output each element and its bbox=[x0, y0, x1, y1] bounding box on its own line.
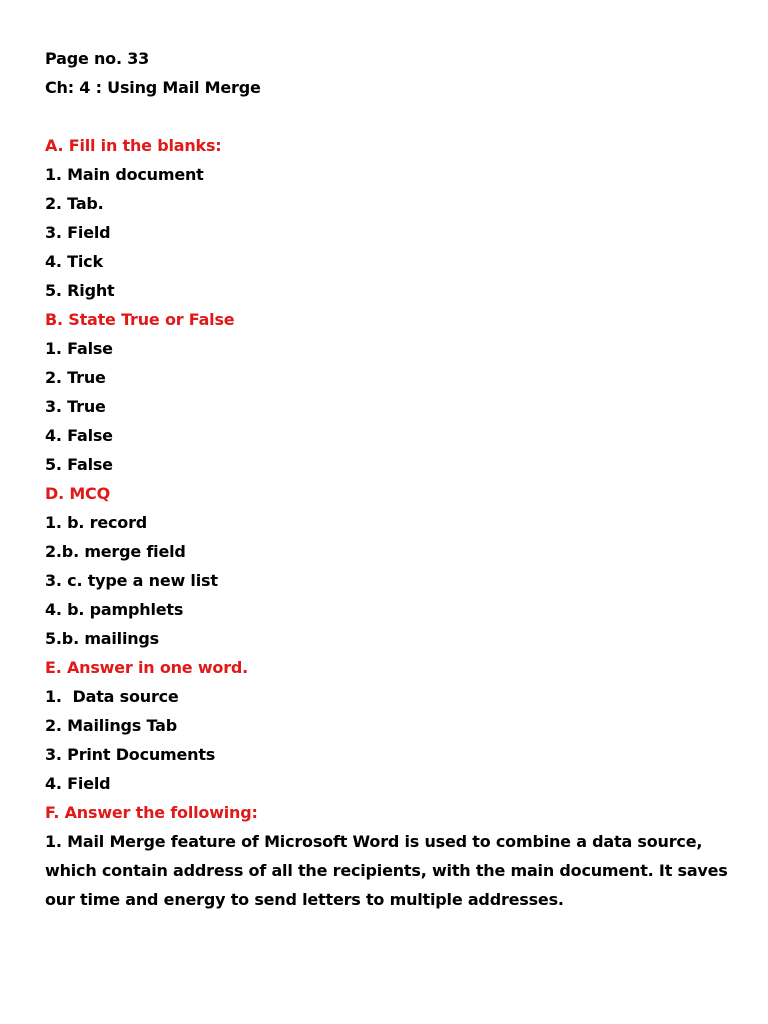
answer-line: 2. True bbox=[45, 368, 106, 387]
answer-line: 1. b. record bbox=[45, 513, 148, 532]
answer-line: 2.b. merge field bbox=[45, 542, 186, 561]
answer-line: 2. Mailings Tab bbox=[45, 716, 177, 735]
answer-line: 1. False bbox=[45, 339, 113, 358]
blank-line bbox=[45, 102, 735, 131]
section-heading-answer-following: F. Answer the following: bbox=[45, 803, 258, 822]
answer-line: 1. Main document bbox=[45, 165, 204, 184]
answer-line: 3. Field bbox=[45, 223, 111, 242]
answer-line: 4. b. pamphlets bbox=[45, 600, 184, 619]
section-heading-mcq: D. MCQ bbox=[45, 484, 110, 503]
answer-line: 5. False bbox=[45, 455, 113, 474]
answer-line: 1. Data source bbox=[45, 687, 179, 706]
section-heading-fill-blanks: A. Fill in the blanks: bbox=[45, 136, 222, 155]
answer-line: 2. Tab. bbox=[45, 194, 104, 213]
answer-line: 4. Field bbox=[45, 774, 111, 793]
page-number: Page no. 33 bbox=[45, 49, 150, 68]
document-page bbox=[45, 44, 735, 914]
answer-line: 5. Right bbox=[45, 281, 115, 300]
answer-paragraph: 1. Mail Merge feature of Microsoft Word is used to combine a data source, which contain address of all the recipients, with the main document. It saves our time and energy to send letters to multiple addresses. bbox=[45, 832, 728, 909]
answer-line: 4. Tick bbox=[45, 252, 103, 271]
section-heading-one-word: E. Answer in one word. bbox=[45, 658, 249, 677]
answer-line: 3. c. type a new list bbox=[45, 571, 218, 590]
answer-line: 5.b. mailings bbox=[45, 629, 160, 648]
answer-line: 3. Print Documents bbox=[45, 745, 216, 764]
chapter-title: Ch: 4 : Using Mail Merge bbox=[45, 78, 261, 97]
answer-line: 4. False bbox=[45, 426, 113, 445]
section-heading-true-false: B. State True or False bbox=[45, 310, 235, 329]
answer-line: 3. True bbox=[45, 397, 106, 416]
